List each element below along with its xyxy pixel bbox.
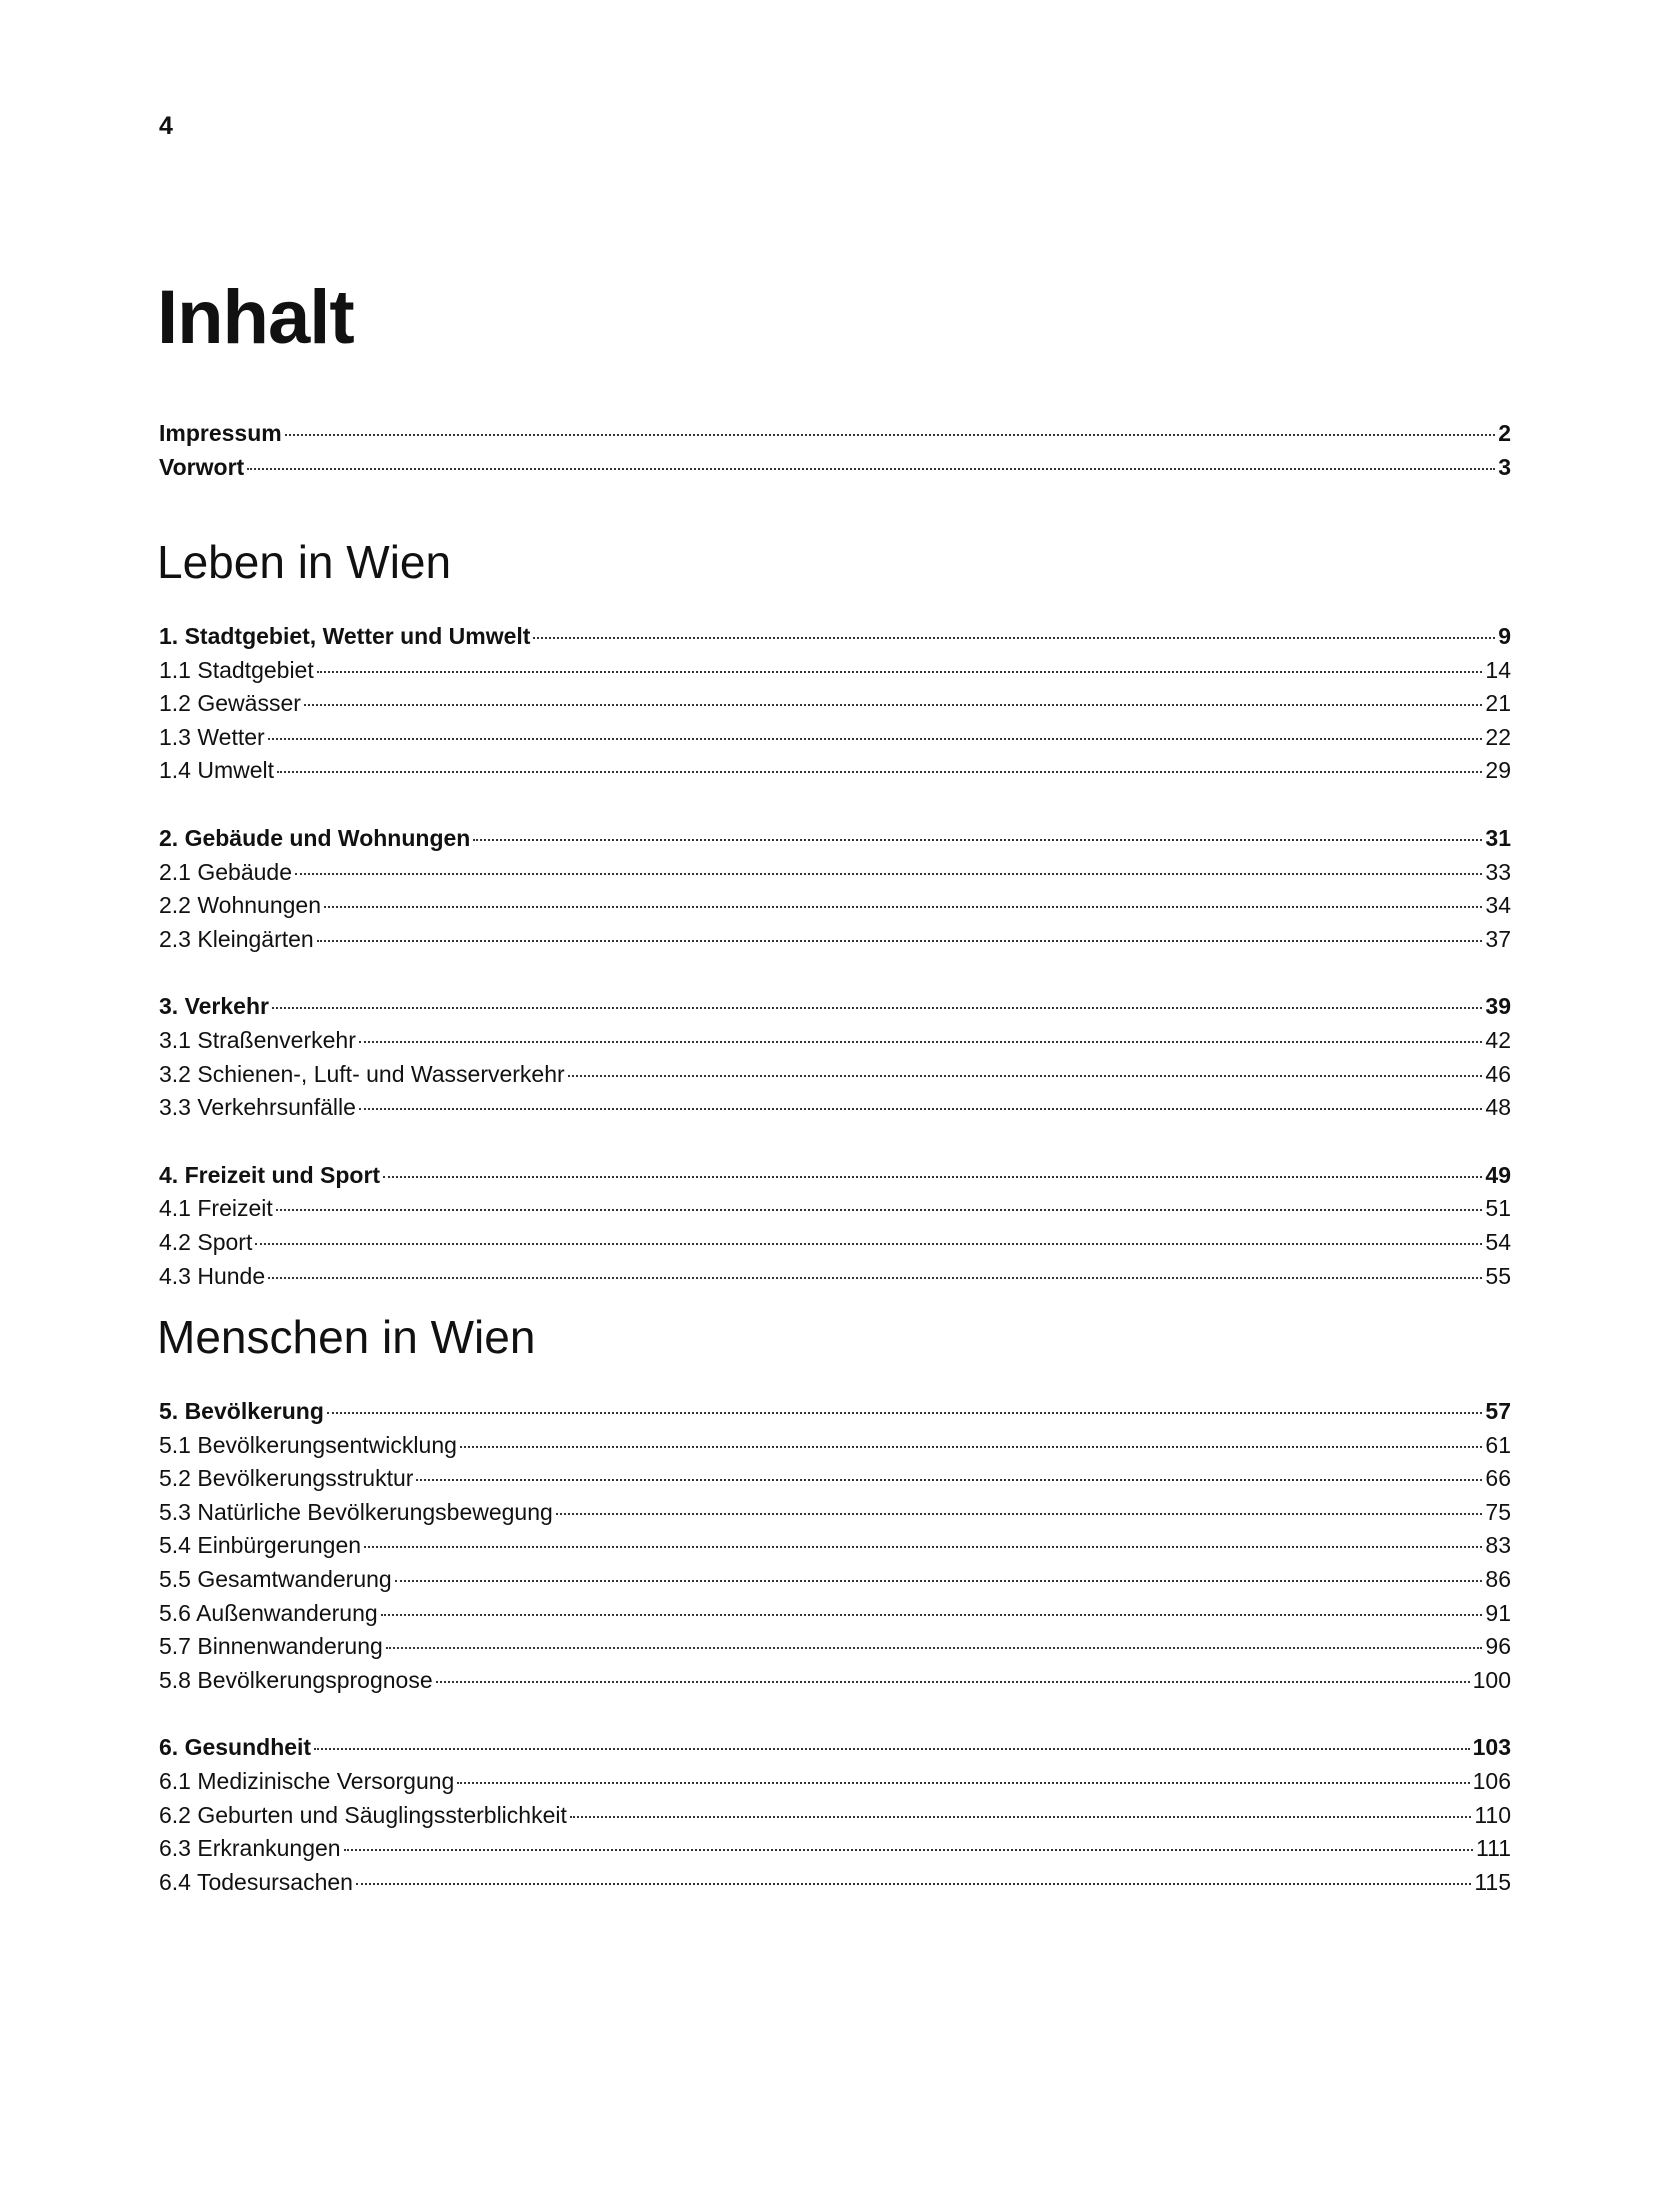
toc-chapter-6[interactable] bbox=[159, 1731, 1511, 1765]
toc-entry-page: 39 bbox=[1485, 993, 1511, 1020]
toc-entry-page: 3 bbox=[1498, 453, 1511, 480]
toc-section-6-1[interactable] bbox=[159, 1765, 1511, 1799]
toc-chapter-5[interactable] bbox=[159, 1395, 1511, 1429]
dot-leader bbox=[276, 1189, 1483, 1211]
toc-entry-page: 106 bbox=[1472, 1767, 1511, 1794]
dot-leader bbox=[295, 853, 1482, 875]
toc-entry-label: 5.2 Bevölkerungsstruktur bbox=[159, 1465, 414, 1492]
toc-section-5-1[interactable] bbox=[159, 1429, 1511, 1463]
toc-part-menschen-in-wien bbox=[159, 1395, 1511, 1899]
toc-entry-label: 4. Freizeit und Sport bbox=[159, 1161, 381, 1188]
toc-section-2-3[interactable] bbox=[159, 923, 1511, 957]
toc-entry-label: 5.7 Binnenwanderung bbox=[159, 1633, 383, 1660]
dot-leader bbox=[255, 1223, 1482, 1245]
toc-entry-page: 49 bbox=[1485, 1161, 1511, 1188]
dot-leader bbox=[317, 651, 1483, 673]
toc-entry-label: 1.1 Stadtgebiet bbox=[159, 656, 314, 683]
dot-leader bbox=[277, 751, 1482, 773]
toc-entry-label: 2.2 Wohnungen bbox=[159, 892, 321, 919]
toc-entry-page: 75 bbox=[1485, 1498, 1511, 1525]
toc-entry-page: 100 bbox=[1472, 1666, 1511, 1693]
toc-entry-page: 2 bbox=[1498, 420, 1511, 446]
toc-entry-label: Impressum bbox=[159, 420, 282, 446]
toc-entry-label: 5.8 Bevölkerungsprognose bbox=[159, 1666, 433, 1693]
toc-entry-label: 6.4 Todesursachen bbox=[159, 1868, 353, 1895]
toc-entry-label: 3.1 Straßenverkehr bbox=[159, 1026, 356, 1053]
toc-entry-page: 57 bbox=[1485, 1398, 1511, 1424]
toc-chapter-3[interactable] bbox=[159, 990, 1511, 1024]
dot-leader bbox=[247, 448, 1495, 470]
toc-entry-page: 111 bbox=[1476, 1835, 1511, 1862]
toc-section-3-2[interactable] bbox=[159, 1058, 1511, 1092]
toc-entry-page: 54 bbox=[1485, 1228, 1511, 1255]
dot-leader bbox=[381, 1594, 1483, 1616]
toc-entry-page: 51 bbox=[1485, 1195, 1511, 1222]
toc-entry-label: 3.2 Schienen-, Luft- und Wasserverkehr bbox=[159, 1060, 565, 1087]
toc-section-1-1[interactable] bbox=[159, 654, 1511, 688]
toc-section-5-8[interactable] bbox=[159, 1664, 1511, 1698]
dot-leader bbox=[272, 987, 1482, 1009]
toc-entry-page: 37 bbox=[1485, 925, 1511, 952]
toc-entry-page: 14 bbox=[1485, 656, 1511, 683]
toc-section-2-1[interactable] bbox=[159, 856, 1511, 890]
dot-leader bbox=[359, 1088, 1483, 1110]
toc-entry-page: 55 bbox=[1485, 1262, 1511, 1289]
dot-leader bbox=[327, 1392, 1483, 1414]
toc-entry-page: 21 bbox=[1485, 690, 1511, 717]
toc-section-6-2[interactable] bbox=[159, 1799, 1511, 1833]
toc-section-2-2[interactable] bbox=[159, 889, 1511, 923]
dot-leader bbox=[457, 1762, 1469, 1784]
toc-entry-label: 5.5 Gesamtwanderung bbox=[159, 1565, 392, 1592]
dot-leader bbox=[460, 1426, 1483, 1448]
toc-entry-page: 33 bbox=[1485, 858, 1511, 885]
toc-entry-label: 4.3 Hunde bbox=[159, 1262, 266, 1289]
toc-entry-label: 4.2 Sport bbox=[159, 1228, 253, 1255]
dot-leader bbox=[556, 1493, 1483, 1515]
toc-section-4-1[interactable] bbox=[159, 1192, 1511, 1226]
dot-leader bbox=[568, 1055, 1483, 1077]
toc-section-5-3[interactable] bbox=[159, 1496, 1511, 1530]
toc-entry-label: 3.3 Verkehrsunfälle bbox=[159, 1094, 356, 1121]
toc-entry-page: 103 bbox=[1472, 1734, 1511, 1761]
toc-entry-label: 5. Bevölkerung bbox=[159, 1398, 324, 1424]
toc-entry-page: 42 bbox=[1485, 1026, 1511, 1053]
toc-entry-label: 3. Verkehr bbox=[159, 993, 269, 1020]
toc-chapter-4[interactable] bbox=[159, 1159, 1511, 1193]
dot-leader bbox=[344, 1829, 1473, 1851]
toc-entry-page: 86 bbox=[1485, 1565, 1511, 1592]
toc-entry-page: 31 bbox=[1485, 824, 1511, 851]
toc-section-5-2[interactable] bbox=[159, 1462, 1511, 1496]
spacer bbox=[159, 788, 1511, 822]
toc-entry-page: 61 bbox=[1485, 1431, 1511, 1458]
dot-leader bbox=[268, 718, 1483, 740]
toc-part-leben-in-wien bbox=[159, 620, 1511, 1293]
toc-entry-label: 5.6 Außenwanderung bbox=[159, 1599, 378, 1626]
dot-leader bbox=[268, 1257, 1482, 1279]
toc-section-6-3[interactable] bbox=[159, 1832, 1511, 1866]
dot-leader bbox=[473, 819, 1482, 841]
dot-leader bbox=[356, 1863, 1471, 1885]
toc-entry-label: 6.1 Medizinische Versorgung bbox=[159, 1767, 455, 1794]
dot-leader bbox=[395, 1560, 1483, 1582]
dot-leader bbox=[285, 414, 1495, 436]
toc-entry-page: 22 bbox=[1485, 723, 1511, 750]
toc-entry-page: 96 bbox=[1485, 1633, 1511, 1660]
toc-section-1-2[interactable] bbox=[159, 687, 1511, 721]
toc-entry-page: 91 bbox=[1485, 1599, 1511, 1626]
toc-entry-label: 6.2 Geburten und Säuglingssterblichkeit bbox=[159, 1801, 567, 1828]
toc-entry-label: 5.1 Bevölkerungsentwicklung bbox=[159, 1431, 457, 1458]
toc-section-4-3[interactable] bbox=[159, 1260, 1511, 1294]
toc-entry-label: 6.3 Erkrankungen bbox=[159, 1835, 341, 1862]
toc-entry-label: 6. Gesundheit bbox=[159, 1734, 312, 1761]
dot-leader bbox=[570, 1796, 1471, 1818]
toc-section-5-6[interactable] bbox=[159, 1597, 1511, 1631]
dot-leader bbox=[386, 1627, 1483, 1649]
toc-intro bbox=[159, 417, 1511, 484]
toc-entry-page: 29 bbox=[1485, 757, 1511, 784]
toc-entry-impressum[interactable] bbox=[159, 417, 1511, 451]
toc-chapter-2[interactable] bbox=[159, 822, 1511, 856]
toc-entry-page: 110 bbox=[1474, 1801, 1511, 1828]
dot-leader bbox=[359, 1021, 1483, 1043]
toc-entry-page: 34 bbox=[1485, 892, 1511, 919]
toc-entry-label: 2.3 Kleingärten bbox=[159, 925, 314, 952]
toc-entry-page: 83 bbox=[1485, 1532, 1511, 1559]
toc-entry-page: 48 bbox=[1485, 1094, 1511, 1121]
toc-chapter-1[interactable] bbox=[159, 620, 1511, 654]
dot-leader bbox=[317, 920, 1483, 942]
toc-entry-label: 1.2 Gewässer bbox=[159, 690, 301, 717]
toc-section-5-5[interactable] bbox=[159, 1563, 1511, 1597]
toc-section-1-4[interactable] bbox=[159, 754, 1511, 788]
dot-leader bbox=[383, 1156, 1482, 1178]
dot-leader bbox=[436, 1661, 1470, 1683]
toc-entry-label: 2. Gebäude und Wohnungen bbox=[159, 824, 471, 851]
toc-entry-page: 46 bbox=[1485, 1060, 1511, 1087]
toc-section-3-1[interactable] bbox=[159, 1024, 1511, 1058]
dot-leader bbox=[533, 617, 1495, 639]
toc-section-6-4[interactable] bbox=[159, 1866, 1511, 1900]
toc-entry-page: 115 bbox=[1474, 1868, 1511, 1895]
spacer bbox=[159, 1697, 1511, 1731]
toc-section-4-2[interactable] bbox=[159, 1226, 1511, 1260]
toc-entry-label: 5.4 Einbürgerungen bbox=[159, 1532, 362, 1559]
toc-entry-label: 4.1 Freizeit bbox=[159, 1195, 273, 1222]
toc-section-5-4[interactable] bbox=[159, 1529, 1511, 1563]
dot-leader bbox=[304, 684, 1483, 706]
spacer bbox=[159, 956, 1511, 990]
toc-entry-label: 5.3 Natürliche Bevölkerungsbewegung bbox=[159, 1498, 553, 1525]
dot-leader bbox=[364, 1526, 1482, 1548]
toc-section-3-3[interactable] bbox=[159, 1091, 1511, 1125]
toc-entry-page: 9 bbox=[1498, 623, 1511, 649]
spacer bbox=[159, 1125, 1511, 1159]
dot-leader bbox=[416, 1459, 1482, 1481]
dot-leader bbox=[324, 886, 1482, 908]
toc-section-5-7[interactable] bbox=[159, 1630, 1511, 1664]
toc-entry-label: 1. Stadtgebiet, Wetter und Umwelt bbox=[159, 623, 531, 649]
toc-entry-vorwort[interactable] bbox=[159, 451, 1511, 485]
toc-entry-label: 1.4 Umwelt bbox=[159, 757, 275, 784]
toc-entry-label: 1.3 Wetter bbox=[159, 723, 265, 750]
toc-section-1-3[interactable] bbox=[159, 721, 1511, 755]
toc-entry-label: Vorwort bbox=[159, 453, 245, 480]
part-heading-leben-in-wien: Leben in Wien bbox=[157, 536, 452, 588]
dot-leader bbox=[314, 1728, 1470, 1750]
page-title: Inhalt bbox=[157, 275, 354, 360]
toc-entry-label: 2.1 Gebäude bbox=[159, 858, 293, 885]
page-number: 4 bbox=[159, 112, 173, 140]
part-heading-menschen-in-wien: Menschen in Wien bbox=[157, 1311, 536, 1363]
toc-entry-page: 66 bbox=[1485, 1465, 1511, 1492]
